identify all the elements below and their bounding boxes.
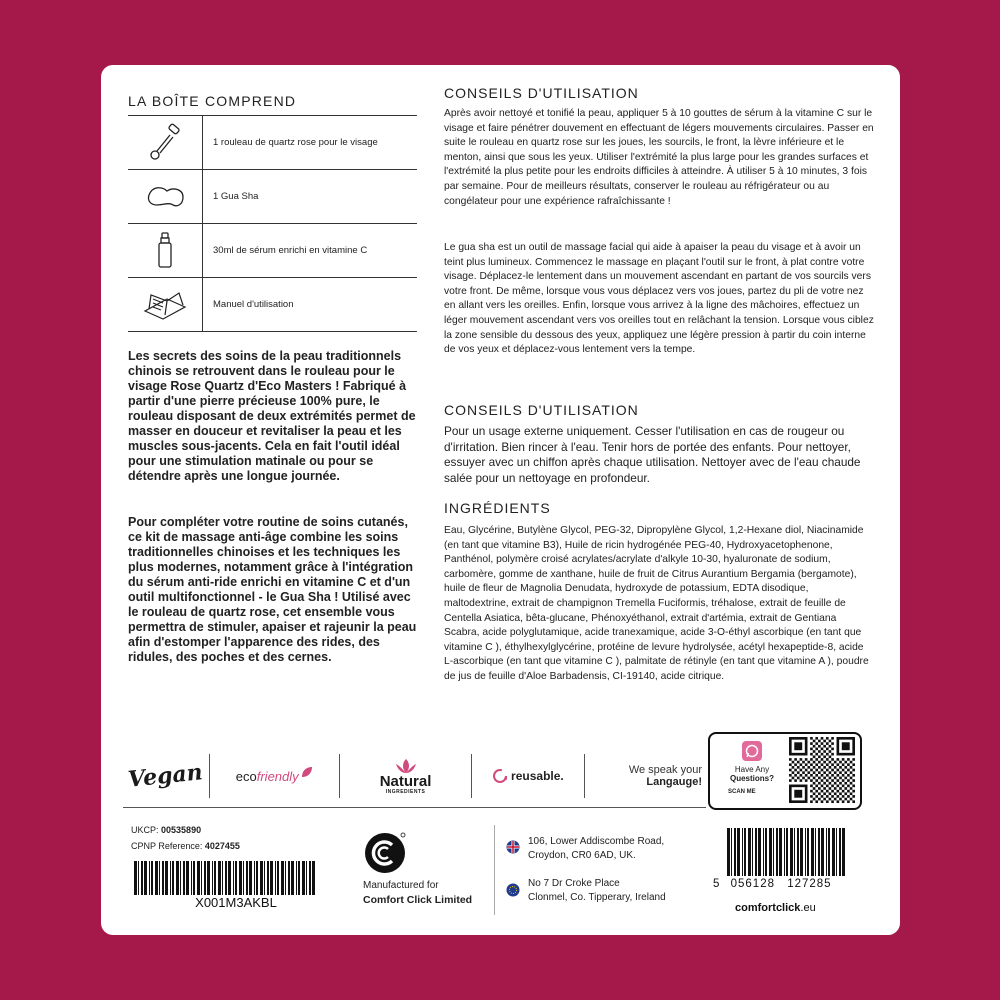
- barcode-bar: [748, 828, 751, 876]
- barcode-bar: [758, 828, 761, 876]
- barcode-bar: [191, 861, 192, 895]
- barcode-bar: [794, 828, 795, 876]
- barcode-bar: [786, 828, 788, 876]
- barcode-bar: [212, 861, 213, 895]
- barcode-bar: [737, 828, 740, 876]
- barcode-bar: [256, 861, 258, 895]
- barcode-bar: [249, 861, 252, 895]
- barcode-bar: [260, 861, 263, 895]
- barcode-bar: [275, 861, 276, 895]
- barcode-bar: [207, 861, 210, 895]
- barcode-bar: [281, 861, 284, 895]
- barcode-bar: [826, 828, 827, 876]
- ean-digits-2: 056128: [730, 878, 775, 890]
- eu-flag-icon: [506, 883, 520, 897]
- usage-paragraph-1: Après avoir nettoyé et tonifié la peau, appliquer 5 à 10 gouttes de sérum à la vitamine C sur le visage et faire pénétrer douvement en effectuant de légers mouvements circulaires. Passer en suite le rouleau en quartz rose sur les joues, les sourcils, le front, la lèvre inférieure et le menton, ainsi que sous les yeux. Utiliser l'extrémité la plus large pour les grandes surfaces et l'extrémité la plus petite pour les endroits difficiles à atteindre. À utiliser 5 à 10 minutes, 3 fois par semaine. Pour de meilleurs résultats, conserver le rouleau au réfrigérateur ou au congélateur pour une expérience rafraîchissante !: [444, 108, 874, 207]
- product-label-card: [101, 65, 900, 935]
- barcode-bar: [264, 861, 265, 895]
- barcode-bar: [800, 828, 803, 876]
- barcode-bar: [270, 861, 273, 895]
- ean-digit-1: 5: [713, 878, 721, 890]
- barcode-bar: [776, 828, 778, 876]
- barcode-bar: [744, 828, 746, 876]
- cpnp-line: [131, 841, 240, 851]
- ean-number: [713, 878, 832, 890]
- barcode-bar: [828, 828, 830, 876]
- barcode-bar: [821, 828, 824, 876]
- friendly-text: friendly: [256, 768, 299, 784]
- barcode-bar: [155, 861, 158, 895]
- barcode-bar: [233, 861, 234, 895]
- barcode-bar: [186, 861, 189, 895]
- barcode-bar: [291, 861, 294, 895]
- barcode-bar: [742, 828, 743, 876]
- barcode-bar: [201, 861, 202, 895]
- box-item-label: 30ml de sérum enrichi en vitamine C: [213, 245, 368, 256]
- barcode-bar: [815, 828, 816, 876]
- barcode-bar: [807, 828, 809, 876]
- barcode-bar: [296, 861, 297, 895]
- barcode-bar: [790, 828, 793, 876]
- box-item-label: 1 rouleau de quartz rose pour le visage: [213, 137, 378, 148]
- barcode-bar: [141, 861, 143, 895]
- manufactured-for-label: Manufactured for: [363, 880, 439, 891]
- reusable-text: reusable.: [511, 769, 564, 783]
- barcode-bar: [836, 828, 837, 876]
- barcode-bar: [755, 828, 757, 876]
- box-item-manual: [128, 277, 417, 332]
- ie-address-line2: Clonmel, Co. Tipperary, Ireland: [528, 892, 666, 903]
- whatsapp-icon: [742, 741, 762, 761]
- barcode-bar: [312, 861, 315, 895]
- vegan-badge: [123, 754, 210, 798]
- barcode-bar: [235, 861, 237, 895]
- website-link[interactable]: [735, 902, 816, 914]
- barcode-bar: [277, 861, 279, 895]
- natural-text: Natural: [379, 772, 432, 790]
- sku-number: X001M3AKBL: [195, 895, 277, 910]
- barcode-bar: [138, 861, 139, 895]
- barcode-bar: [214, 861, 216, 895]
- speak-text-1: We speak your: [628, 764, 702, 776]
- barcode-bar: [197, 861, 200, 895]
- barcode-bar: [811, 828, 814, 876]
- barcode-bar: [731, 828, 732, 876]
- ie-address-line1: No 7 Dr Croke Place: [528, 878, 620, 889]
- uk-address: [528, 835, 664, 863]
- barcode-bar: [162, 861, 164, 895]
- barcode-bar: [149, 861, 150, 895]
- barcode-bar: [298, 861, 300, 895]
- barcode-bar: [176, 861, 179, 895]
- natural-badge: [340, 754, 472, 798]
- qr-question-line2: Questions?: [729, 774, 774, 783]
- box-item-label: 1 Gua Sha: [213, 191, 259, 202]
- barcode-bar: [159, 861, 160, 895]
- ean-digits-3: 127285: [787, 878, 832, 890]
- barcode-bar: [246, 861, 248, 895]
- qr-support-box[interactable]: [708, 732, 862, 810]
- barcode-bar: [839, 828, 841, 876]
- scan-me-label: SCAN ME: [728, 789, 756, 795]
- eco-friendly-badge: [210, 754, 340, 798]
- barcode-bar: [222, 861, 223, 895]
- barcode-bar: [134, 861, 137, 895]
- barcode-bar: [193, 861, 195, 895]
- ingredients-title: INGRÉDIENTS: [444, 500, 551, 516]
- barcode-bar: [170, 861, 171, 895]
- natural-sub-text: INGREDIENTS: [385, 788, 426, 795]
- language-badge: [585, 754, 706, 798]
- eco-text: eco: [235, 768, 257, 784]
- barcode-bar: [765, 828, 767, 876]
- barcode-bar: [267, 861, 269, 895]
- barcode-bar: [805, 828, 806, 876]
- barcode-bar: [239, 861, 242, 895]
- usage-safety-title: CONSEILS D'UTILISATION: [444, 402, 639, 418]
- barcode-bar: [306, 861, 307, 895]
- barcode-bar: [832, 828, 835, 876]
- ukcp-value: 00535890: [161, 825, 202, 835]
- badges-bar: [123, 745, 706, 808]
- address-divider: [494, 825, 495, 915]
- barcode-bar: [204, 861, 206, 895]
- barcode-bar: [285, 861, 286, 895]
- barcode-bar: [773, 828, 774, 876]
- speak-text-2: Langauge!: [646, 776, 702, 788]
- qr-code-icon[interactable]: [789, 737, 855, 803]
- serum-bottle-icon: [139, 231, 191, 271]
- barcode-bar: [165, 861, 168, 895]
- box-item-serum: [128, 223, 417, 277]
- barcode-bar: [288, 861, 290, 895]
- reusable-icon: [492, 768, 508, 784]
- barcode-bar: [842, 828, 845, 876]
- lotus-icon: [394, 758, 418, 774]
- barcode-bar: [243, 861, 244, 895]
- ean-barcode: [727, 828, 851, 876]
- barcode-bar: [218, 861, 221, 895]
- barcode-bar: [225, 861, 227, 895]
- barcode-bar: [779, 828, 782, 876]
- barcode-bar: [302, 861, 305, 895]
- barcode-bar: [784, 828, 785, 876]
- barcode-bar: [797, 828, 799, 876]
- vegan-text: Vegan: [127, 759, 205, 793]
- cpnp-label: CPNP Reference:: [131, 841, 203, 851]
- sku-barcode: [134, 861, 339, 895]
- uk-flag-icon: [506, 840, 520, 854]
- barcode-bar: [769, 828, 772, 876]
- barcode-bar: [228, 861, 231, 895]
- box-item-roller: [128, 115, 417, 169]
- barcode-bar: [727, 828, 730, 876]
- barcode-bar: [172, 861, 174, 895]
- barcode-bar: [752, 828, 753, 876]
- usage-paragraph-2: Le gua sha est un outil de massage facial qui aide à apaiser la peau du visage et à avoir un teint plus lumineux. Commencez le massage en plaçant l'outil sur le front, à plat contre votre visage. Déplacez-le lentement dans un mouvement ascendant en partant de vos sourcils vers votre front. De même, lorsque vous vous déplacez vers vos joues, partez du pli de votre nez en allant vers les oreilles. Enfin, lorsque vous arrivez à la ligne des mâchoires, effectuez un léger mouvement ascendant vers vos oreilles tout en relâchant la tension. Lorsque vous ciblez la zone sensible du dessous des yeux, appliquez une légère pression à partir du coin interne de vos yeux et déplacez-vous lentement vers la tempe.: [444, 242, 874, 356]
- barcode-bar: [818, 828, 820, 876]
- ukcp-label: UKCP:: [131, 825, 159, 835]
- qr-question-line1: Have Any: [734, 765, 770, 774]
- barcode-bar: [144, 861, 147, 895]
- manual-icon: [139, 285, 191, 325]
- intro-paragraph-2: Pour compléter votre routine de soins cutanés, ce kit de massage anti-âge combine les soins traditionnelles chinoises et les techniques les plus modernes, notamment grâce à l'intégration du sérum anti-ride enrichi en vitamine C et d'un outil multifonctionnel - le Gua Sha ! Utilisé avec le rouleau de quartz rose, cet ensemble vous permettra de stimuler, apaiser et rajeunir la peau afin d'estomper l'apparence des rides, des ridules, des poches et des cernes.: [128, 515, 417, 664]
- comfort-click-logo: [363, 831, 407, 875]
- website-name: comfortclick: [735, 902, 801, 914]
- barcode-bar: [254, 861, 255, 895]
- ie-address: [528, 877, 666, 905]
- box-contents-title: LA BOÎTE COMPREND: [128, 93, 297, 109]
- uk-address-line2: Croydon, CR0 6AD, UK.: [528, 850, 636, 861]
- barcode-bar: [183, 861, 185, 895]
- ingredients-list: Eau, Glycérine, Butylène Glycol, PEG-32, Dipropylène Glycol, 1,2-Hexane diol, Niacinamide (en tant que vitamine B3), Huile de ricin hydrogénée PEG-40, Hydroxyacetophenone, Panthénol, polymère croisé acrylates/acrylate d'alkyle 10-30, hyaluronate de sodium, carbomère, gomme de xanthane, huile de fruit de Citrus Aurantium Bergamia (bergamote), huile de fleur de Magnolia Denudata, hydroxyde de potassium, EDTA disodique, maltodextrine, extrait de champignon Tremella Fuciformis, tréhalose, extrait de feuille de Centella Asiatica, bêta-glucane, Phénoxyéthanol, extrait d'artémia, extrait de Gentiana Scabra, acide polyglutamique, acide tranexamique, acide 3-O-éthyl ascorbique (en tant que vitamine C ), éthylhexylglycérine, protéine de levure hydrolysée, acétyl hexapeptide-8, acide L-ascorbique (en tant que vitamine C ), palmitate de rétinyle (en tant que vitamine A ), poudre de jus de feuille d'Aloe Barbadensis, CI-19140, acide citrique.: [444, 525, 869, 682]
- box-item-gua-sha: [128, 169, 417, 223]
- cpnp-value: 4027455: [204, 841, 240, 851]
- barcode-bar: [309, 861, 311, 895]
- usage-title: CONSEILS D'UTILISATION: [444, 85, 639, 101]
- ukcp-line: [131, 825, 201, 835]
- leaf-icon: [301, 766, 313, 778]
- barcode-bar: [734, 828, 736, 876]
- roller-icon: [139, 123, 191, 163]
- uk-address-line1: 106, Lower Addiscombe Road,: [528, 836, 665, 847]
- box-item-label: Manuel d'utilisation: [213, 299, 294, 310]
- barcode-bar: [180, 861, 181, 895]
- barcode-bar: [151, 861, 153, 895]
- usage-safety-paragraph: Pour un usage externe uniquement. Cesser l'utilisation en cas de rougeur ou d'irritation. Bien rincer à l'eau. Tenir hors de portée des enfants. Pour nettoyer, essuyer avec un chiffon après chaque utilisation. Nettoyer avec de l'eau chaude salée pour un nettoyage en profondeur.: [444, 424, 861, 485]
- gua-sha-icon: [139, 177, 191, 217]
- reusable-badge: [472, 754, 584, 798]
- box-contents-table: [128, 115, 417, 332]
- barcode-bar: [763, 828, 764, 876]
- intro-paragraph-1: Les secrets des soins de la peau traditionnels chinois se retrouvent dans le rouleau pour le visage Rose Quartz d'Eco Masters ! Fabriqué à partir d'une pierre précieuse 100% pure, le rouleau disposant de deux extrémités permet de masser en douceur et revitaliser la peau et les muscles sous-jacents. Cela en fait l'outil idéal pour une stimulation matinale ou pour se détendre après une longue journée.: [128, 349, 416, 483]
- manufacturer-name: Comfort Click Limited: [363, 894, 473, 906]
- website-tld: .eu: [800, 902, 816, 914]
